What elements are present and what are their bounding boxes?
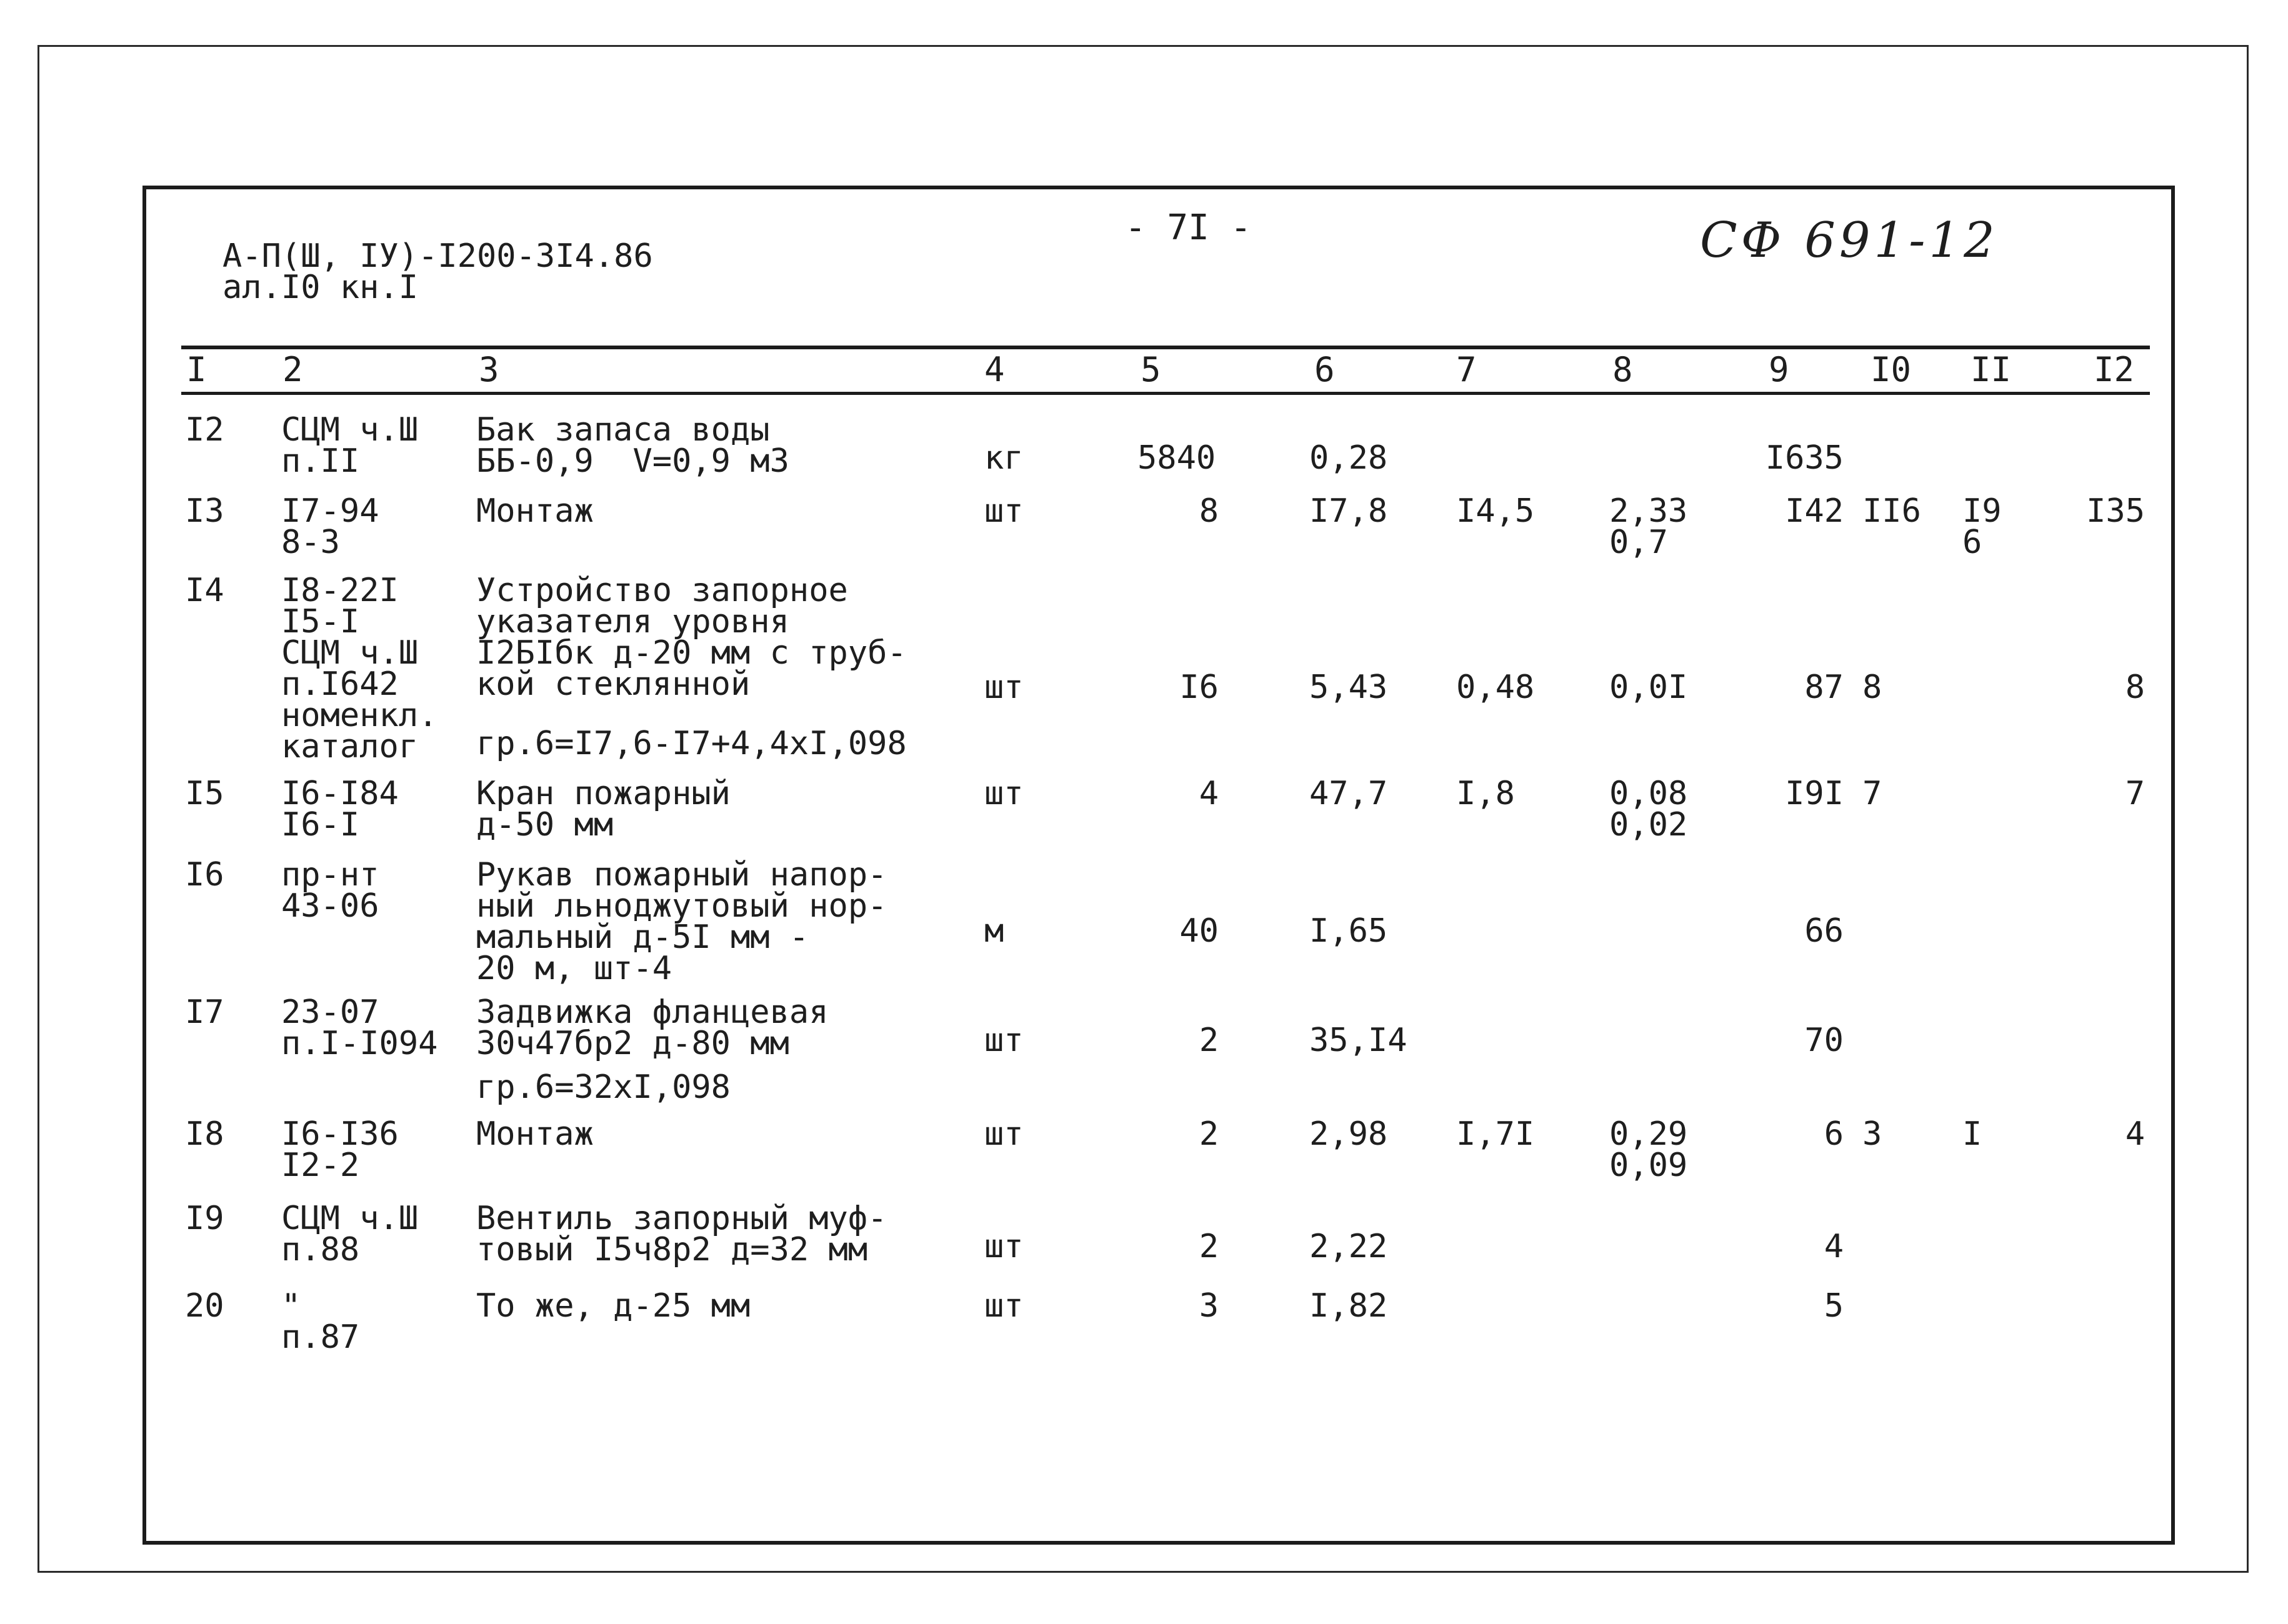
cell-row5-c5: 40 [1179,912,1219,950]
cell-row6-c3: Задвижка фланцевая 30ч47бр2 д-80 мм [476,994,829,1062]
cell-row3-c2: I8-22I I5-I СЦМ ч.Ш п.I642 номенкл. каталог [281,572,438,765]
cell-row8-c2: СЦМ ч.Ш п.88 [281,1200,419,1268]
cell-row5-c6: I,65 [1309,912,1388,950]
cell-row4-c8: 0,08 0,02 [1609,775,1688,844]
cell-row1-c5: 5840 [1137,439,1216,477]
cell-row7-c2: I6-I36 I2-2 [281,1115,399,1184]
cell-row6-c4: шт [984,1022,1024,1059]
cell-row4-c5: 4 [1199,775,1219,812]
col-header-12: I2 [2094,350,2135,389]
cell-row3-c9: 87 [1804,669,1844,706]
cell-row7-c9: 6 [1824,1115,1844,1153]
col-header-8: 8 [1612,350,1633,389]
cell-row1-c1: I2 [185,411,224,449]
cell-row4-c10: 7 [1862,775,1882,812]
cell-row1-c6: 0,28 [1309,439,1388,477]
col-header-9: 9 [1769,350,1789,389]
cell-row8-c9: 4 [1824,1228,1844,1265]
cell-row1-c2: СЦМ ч.Ш п.II [281,411,419,480]
cell-row2-c2: I7-94 8-3 [281,492,379,561]
cell-row3-c10: 8 [1862,669,1882,706]
col-header-4: 4 [984,350,1005,389]
cell-row7-c10: 3 [1862,1115,1882,1153]
cell-row7-c8: 0,29 0,09 [1609,1115,1688,1184]
cell-row2-c5: 8 [1199,492,1219,530]
cell-row4-c3: Кран пожарный д-50 мм [476,775,731,844]
document-code-line2: ал.I0 кн.I [222,269,419,306]
cell-row4-c9: I9I [1785,775,1844,812]
cell-row5-c9: 66 [1804,912,1844,950]
col-header-2: 2 [282,350,303,389]
cell-row3-c5: I6 [1179,669,1219,706]
col-header-1: I [186,350,207,389]
cell-row9-c1: 20 [185,1287,224,1325]
cell-row5-c2: пр-нт 43-06 [281,856,379,925]
cell-row6-c2: 23-07 п.I-I094 [281,994,438,1062]
cell-row9-c6: I,82 [1309,1287,1388,1325]
document-code-line1: А-П(Ш, IУ)-I200-3I4.86 [222,237,653,275]
cell-row6-c6: 35,I4 [1309,1022,1407,1059]
cell-row5-c4: м [984,912,1004,950]
cell-row5-c1: I6 [185,856,224,894]
col-header-11: II [1971,350,2012,389]
cell-row8-c1: I9 [185,1200,224,1237]
cell-row3-c8: 0,0I [1609,669,1688,706]
cell-row9-c5: 3 [1199,1287,1219,1325]
cell-row3-c6: 5,43 [1309,669,1388,706]
col-header-5: 5 [1141,350,1161,389]
cell-row6-c5: 2 [1199,1022,1219,1059]
cell-row8-c4: шт [984,1228,1024,1265]
cell-row4-c7: I,8 [1456,775,1515,812]
cell-row4-c6: 47,7 [1309,775,1388,812]
cell-row7-c1: I8 [185,1115,224,1153]
cell-row6-c1: I7 [185,994,224,1031]
cell-row9-c2: " п.87 [281,1287,360,1356]
cell-row3-c12: 8 [2125,669,2145,706]
cell-row2-c8: 2,33 0,7 [1609,492,1688,561]
inner-frame [142,186,2175,1545]
cell-row3-formula: гр.6=I7,6-I7+4,4хI,098 [476,725,907,762]
cell-row2-c1: I3 [185,492,224,530]
cell-row1-c3: Бак запаса воды ББ-0,9 V=0,9 м3 [476,411,789,480]
document-code [222,237,653,306]
cell-row3-c1: I4 [185,572,224,609]
cell-row4-c4: шт [984,775,1024,812]
cell-row8-c3: Вентиль запорный муф- товый I5ч8р2 д=32 мм [476,1200,887,1268]
cell-row7-c11: I [1962,1115,1982,1153]
cell-row3-c4: шт [984,669,1024,706]
cell-row1-c4: кг [984,439,1024,477]
cell-row5-c3: Рукав пожарный напор- ный льноджутовый нор- мальный д-5I мм - 20 м, шт-4 [476,856,887,987]
cell-row3-c7: 0,48 [1456,669,1535,706]
cell-row9-c4: шт [984,1287,1024,1325]
cell-row2-c7: I4,5 [1456,492,1535,530]
cell-row3-c3: Устройство запорное указателя уровня I2БIбк д-20 мм с труб- кой стеклянной [476,572,907,703]
cell-row2-c9: I42 [1785,492,1844,530]
cell-row6-c9: 70 [1804,1022,1844,1059]
cell-row2-c12: I35 [2086,492,2145,530]
cell-row7-c5: 2 [1199,1115,1219,1153]
col-header-10: I0 [1871,350,1912,389]
cell-row7-c12: 4 [2125,1115,2145,1153]
cell-row4-c1: I5 [185,775,224,812]
cell-row2-c6: I7,8 [1309,492,1388,530]
cell-row4-c12: 7 [2125,775,2145,812]
cell-row8-c5: 2 [1199,1228,1219,1265]
col-header-3: 3 [479,350,499,389]
cell-row2-c3: Монтаж [476,492,594,530]
page-number: - 7I - [1125,207,1252,248]
cell-row1-c9: I635 [1765,439,1844,477]
cell-row2-c10: II6 [1862,492,1921,530]
col-header-7: 7 [1456,350,1477,389]
cell-row2-c11: I9 6 [1962,492,2002,561]
cell-row4-c2: I6-I84 I6-I [281,775,399,844]
cell-row6-formula: гр.6=32хI,098 [476,1069,731,1106]
cell-row7-c4: шт [984,1115,1024,1153]
table-top-rule [181,346,2150,349]
col-header-6: 6 [1314,350,1335,389]
cell-row8-c6: 2,22 [1309,1228,1388,1265]
cell-row9-c9: 5 [1824,1287,1844,1325]
table-header-rule [181,392,2150,395]
cell-row7-c6: 2,98 [1309,1115,1388,1153]
cell-row2-c4: шт [984,492,1024,530]
cell-row7-c3: Монтаж [476,1115,594,1153]
cell-row7-c7: I,7I [1456,1115,1535,1153]
cell-row9-c3: То же, д-25 мм [476,1287,751,1325]
handwritten-stamp: СФ 691-12 [1700,212,1999,269]
